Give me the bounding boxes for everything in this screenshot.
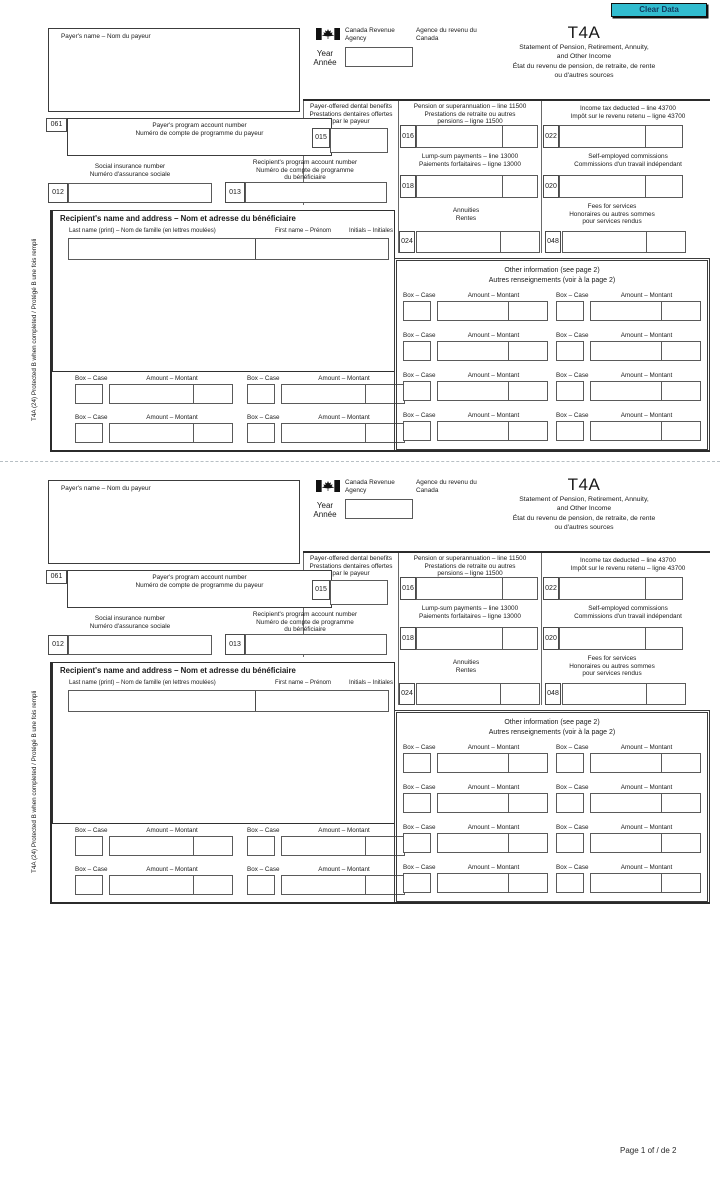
slip-bottom-border [50,450,710,452]
box-case-label: Box – Case [247,866,280,873]
amount-label: Amount – Montant [620,292,673,299]
box-case-label: Box – Case [403,412,436,419]
box-case-label: Box – Case [403,824,436,831]
other-info-cell [247,866,405,895]
form-subtitle-line: and Other Income [556,505,612,513]
other-box-code-field[interactable] [403,833,431,853]
dental-benefits-field[interactable] [330,128,388,153]
income-tax-amount-field[interactable] [559,125,683,148]
form-subtitle-line: ou d'autres sources [554,524,614,532]
box-case-label: Box – Case [75,827,108,834]
agency-name-en: Canada Revenue Agency [345,27,395,42]
box-015-code: 015 [312,580,330,600]
other-box-amount-field[interactable] [590,873,701,893]
slip-left-border [50,210,52,450]
other-box-amount-field[interactable] [281,836,405,856]
payer-program-account-field[interactable] [67,118,332,156]
dental-benefits-field[interactable] [330,580,388,605]
other-box-amount-field[interactable] [437,793,548,813]
name-field-divider [255,691,256,711]
sin-field[interactable] [68,183,212,203]
other-information-panel [394,258,710,452]
other-box-amount-field[interactable] [590,753,701,773]
income-tax-label: Income tax deducted – line 43700 Impôt sur le revenu retenu – ligne 43700 [570,557,686,572]
other-info-cell [75,375,233,404]
payer-name-label: Payer's name – Nom du payeur [61,33,151,40]
box-case-label: Box – Case [75,866,108,873]
box-024-code: 024 [399,683,415,705]
box-case-label: Box – Case [403,332,436,339]
other-info-cell [403,864,548,893]
recipient-program-field[interactable] [245,634,387,655]
amount-label: Amount – Montant [620,412,673,419]
box-case-label: Box – Case [556,744,589,751]
other-box-amount-field[interactable] [590,793,701,813]
other-info-cell [556,824,701,853]
amount-label: Amount – Montant [318,827,370,834]
pension-label: Pension or superannuation – line 11500 Prestations de retraite ou autres pensions – ligne 11500 [413,103,527,126]
amount-label: Amount – Montant [620,372,673,379]
other-box-code-field[interactable] [403,301,431,321]
amount-label: Amount – Montant [467,292,520,299]
box-case-label: Box – Case [556,292,589,299]
box-048-code: 048 [545,231,561,253]
other-box-amount-field[interactable] [437,341,548,361]
recipient-program-label: Recipient's program account number Numéro de compte de programme du bénéficiaire [252,159,358,182]
sin-field[interactable] [68,635,212,655]
amount-label: Amount – Montant [620,824,673,831]
box-012-code: 012 [48,183,68,203]
form-subtitle-line: Statement of Pension, Retirement, Annuity, [519,496,649,503]
other-box-code-field[interactable] [247,384,275,404]
last-name-label: Last name (print) – Nom de famille (en lettres moulées) [69,228,216,234]
other-box-code-field[interactable] [403,341,431,361]
canada-flag-icon [316,27,340,41]
other-info-cell [556,412,701,441]
other-box-code-field[interactable] [403,421,431,441]
box-case-label: Box – Case [403,292,436,299]
lump-sum-label: Lump-sum payments – line 13000 Paiements forfaitaires – ligne 13000 [419,605,521,620]
other-box-code-field[interactable] [403,753,431,773]
box-case-label: Box – Case [556,372,589,379]
dental-benefits-label: Payer-offered dental benefits Prestations dentaires offertes par le payeur [309,103,393,126]
box-case-label: Box – Case [403,372,436,379]
form-title: T4A [567,475,601,494]
recipient-program-field[interactable] [245,182,387,203]
first-name-label: First name – Prénom [275,228,332,234]
box-case-label: Box – Case [75,414,108,421]
lump-sum-amount-field[interactable] [416,175,538,198]
box-case-label: Box – Case [403,784,436,791]
recipient-name-address-field[interactable] [52,662,395,824]
fees-amount-field[interactable] [562,231,686,253]
other-information-grid [403,744,701,893]
lump-sum-label: Lump-sum payments – line 13000 Paiements forfaitaires – ligne 13000 [419,153,521,168]
other-box-code-field[interactable] [247,423,275,443]
amount-label: Amount – Montant [146,375,198,382]
year-label: Year Année [313,501,337,519]
other-box-amount-field[interactable] [590,381,701,401]
name-field-divider [255,239,256,259]
other-box-code-field[interactable] [247,836,275,856]
initials-label: Initials – Initiales [349,228,394,234]
other-box-amount-field[interactable] [281,384,405,404]
recipient-name-address-field[interactable] [52,210,395,372]
box-018-code: 018 [400,627,416,650]
recipient-title: Recipient's name and address – Nom et adresse du bénéficiaire [60,666,296,675]
other-box-amount-field[interactable] [437,873,548,893]
pension-amount-field[interactable] [416,577,538,600]
other-information-grid [403,292,701,441]
other-info-cell [75,414,233,443]
header-rule [303,99,710,101]
other-info-cell [556,784,701,813]
recipient-title: Recipient's name and address – Nom et adresse du bénéficiaire [60,214,296,223]
box-case-label: Box – Case [247,827,280,834]
other-box-code-field[interactable] [556,873,584,893]
box-018-code: 018 [400,175,416,198]
box-case-label: Box – Case [556,332,589,339]
fees-amount-field[interactable] [562,683,686,705]
fees-for-services-label: Fees for services Honoraires ou autres sommes pour services rendus [569,655,655,678]
form-subtitle-line: État du revenu de pension, de retraite, de rente [512,514,656,522]
sin-label: Social insurance number Numéro d'assurance sociale [89,163,171,178]
box-048-code: 048 [545,683,561,705]
form-subtitle-line: and Other Income [556,53,612,61]
lump-sum-amount-field[interactable] [416,627,538,650]
box-case-label: Box – Case [556,824,589,831]
payer-name-field[interactable] [48,480,300,564]
column-divider [541,101,542,253]
box-020-code: 020 [543,627,559,650]
sin-label: Social insurance number Numéro d'assurance sociale [89,615,171,630]
other-info-cell [247,827,405,856]
other-box-code-field[interactable] [556,301,584,321]
amount-label: Amount – Montant [318,414,370,421]
other-box-code-field[interactable] [247,875,275,895]
other-box-code-field[interactable] [556,341,584,361]
amount-label: Amount – Montant [146,827,198,834]
box-016-code: 016 [400,577,416,600]
amount-label: Amount – Montant [467,824,520,831]
other-box-amount-field[interactable] [590,301,701,321]
other-box-amount-field[interactable] [437,301,548,321]
other-box-amount-field[interactable] [109,875,233,895]
other-box-code-field[interactable] [75,423,103,443]
box-case-label: Box – Case [75,375,108,382]
payer-name-field[interactable] [48,28,300,112]
box-061-code: 061 [46,570,67,584]
other-box-amount-field[interactable] [437,421,548,441]
t4a-slip-copy-2 [30,470,716,910]
box-case-label: Box – Case [556,784,589,791]
amount-label: Amount – Montant [146,414,198,421]
pension-amount-field[interactable] [416,125,538,148]
box-013-code: 013 [225,182,245,203]
other-box-amount-field[interactable] [109,836,233,856]
box-case-label: Box – Case [556,412,589,419]
box-020-code: 020 [543,175,559,198]
agency-name-fr: Agence du revenu du Canada [416,479,477,494]
annuities-amount-field[interactable] [416,231,540,253]
other-info-cell [556,864,701,893]
other-info-cell [75,866,233,895]
other-information-title: Other information (see page 2) Autres renseignements (voir à la page 2) [488,267,616,284]
annuities-label: Annuities Rentes [452,207,480,222]
other-info-cell [556,372,701,401]
amount-label: Amount – Montant [467,332,520,339]
other-box-code-field[interactable] [556,421,584,441]
amount-label: Amount – Montant [467,412,520,419]
box-case-label: Box – Case [403,864,436,871]
box-022-code: 022 [543,577,559,600]
other-box-amount-field[interactable] [281,423,405,443]
extra-boxes-grid [75,827,405,895]
other-box-amount-field[interactable] [590,833,701,853]
income-tax-amount-field[interactable] [559,577,683,600]
payer-program-label: Payer's program account number Numéro de compte de programme du payeur [135,574,264,589]
other-box-amount-field[interactable] [437,381,548,401]
other-box-code-field[interactable] [75,384,103,404]
fees-for-services-label: Fees for services Honoraires ou autres sommes pour services rendus [569,203,655,226]
amount-label: Amount – Montant [467,372,520,379]
form-title-block [455,23,713,81]
form-subtitle-line: État du revenu de pension, de retraite, de rente [512,62,656,70]
canada-flag-icon [316,479,340,493]
year-field[interactable] [345,47,413,67]
amount-label: Amount – Montant [146,866,198,873]
amount-label: Amount – Montant [318,866,370,873]
self-employed-amount-field[interactable] [559,175,683,198]
slip-left-border [50,662,52,902]
amount-label: Amount – Montant [467,864,520,871]
other-box-code-field[interactable] [556,793,584,813]
other-info-cell [556,332,701,361]
other-box-code-field[interactable] [556,381,584,401]
year-field[interactable] [345,499,413,519]
other-info-cell [403,332,548,361]
other-box-amount-field[interactable] [109,423,233,443]
self-employed-label: Self-employed commissions Commissions d'un travail indépendant [574,153,682,168]
payer-name-label: Payer's name – Nom du payeur [61,485,151,492]
box-022-code: 022 [543,125,559,148]
other-box-code-field[interactable] [75,875,103,895]
box-case-label: Box – Case [403,744,436,751]
first-name-label: First name – Prénom [275,680,332,686]
other-info-cell [403,412,548,441]
box-015-code: 015 [312,128,330,148]
box-case-label: Box – Case [556,864,589,871]
other-box-code-field[interactable] [75,836,103,856]
other-info-cell [556,292,701,321]
agency-name-fr: Agence du revenu du Canada [416,27,477,42]
page-number: Page 1 of / de 2 [620,1146,677,1155]
amount-label: Amount – Montant [467,784,520,791]
box-061-code: 061 [46,118,67,132]
other-info-cell [403,372,548,401]
other-info-cell [75,827,233,856]
box-016-code: 016 [400,125,416,148]
other-info-cell [247,414,405,443]
recipient-name-field[interactable] [68,238,389,260]
self-employed-label: Self-employed commissions Commissions d'un travail indépendant [574,605,682,620]
cut-separator-line [0,461,720,462]
dental-benefits-label: Payer-offered dental benefits Prestations dentaires offertes par le payeur [309,555,393,578]
extra-boxes-grid [75,375,405,443]
t4a-slip-copy-1 [30,18,716,458]
box-024-code: 024 [399,231,415,253]
slip-bottom-border [50,902,710,904]
other-box-code-field[interactable] [403,381,431,401]
other-box-amount-field[interactable] [590,421,701,441]
other-box-code-field[interactable] [556,753,584,773]
other-info-cell [556,744,701,773]
other-info-cell [403,744,548,773]
other-box-amount-field[interactable] [437,753,548,773]
other-info-cell [403,292,548,321]
form-title-block [455,475,713,533]
header-rule [303,551,710,553]
column-divider [541,553,542,705]
protected-b-side-text: T4A (24) Protected B when completed / Protégé B une fois rempli [31,238,38,422]
clear-data-button[interactable]: Clear Data [611,3,707,17]
other-box-amount-field[interactable] [109,384,233,404]
protected-b-side-text: T4A (24) Protected B when completed / Protégé B une fois rempli [31,690,38,874]
amount-label: Amount – Montant [620,744,673,751]
form-subtitle-line: Statement of Pension, Retirement, Annuity, [519,44,649,51]
box-012-code: 012 [48,635,68,655]
other-box-code-field[interactable] [556,833,584,853]
other-info-cell [403,784,548,813]
last-name-label: Last name (print) – Nom de famille (en lettres moulées) [69,680,216,686]
year-label: Year Année [313,49,337,67]
other-box-amount-field[interactable] [590,341,701,361]
annuities-amount-field[interactable] [416,683,540,705]
form-title: T4A [567,23,601,42]
other-information-panel [394,710,710,904]
annuities-label: Annuities Rentes [452,659,480,674]
amount-label: Amount – Montant [620,864,673,871]
other-box-amount-field[interactable] [437,833,548,853]
pension-label: Pension or superannuation – line 11500 Prestations de retraite ou autres pensions – ligne 11500 [413,555,527,578]
box-case-label: Box – Case [247,375,280,382]
agency-name-en: Canada Revenue Agency [345,479,395,494]
payer-program-label: Payer's program account number Numéro de compte de programme du payeur [135,122,264,137]
other-info-cell [403,824,548,853]
self-employed-amount-field[interactable] [559,627,683,650]
other-box-code-field[interactable] [403,873,431,893]
amount-label: Amount – Montant [467,744,520,751]
recipient-program-label: Recipient's program account number Numéro de compte de programme du bénéficiaire [252,611,358,634]
other-information-title: Other information (see page 2) Autres renseignements (voir à la page 2) [488,719,616,736]
recipient-name-field[interactable] [68,690,389,712]
box-case-label: Box – Case [247,414,280,421]
amount-label: Amount – Montant [620,332,673,339]
other-info-cell [247,375,405,404]
form-subtitle-line: ou d'autres sources [554,72,614,80]
other-box-code-field[interactable] [403,793,431,813]
other-box-amount-field[interactable] [281,875,405,895]
initials-label: Initials – Initiales [349,680,394,686]
amount-label: Amount – Montant [318,375,370,382]
income-tax-label: Income tax deducted – line 43700 Impôt sur le revenu retenu – ligne 43700 [570,105,686,120]
box-013-code: 013 [225,634,245,655]
amount-label: Amount – Montant [620,784,673,791]
payer-program-account-field[interactable] [67,570,332,608]
